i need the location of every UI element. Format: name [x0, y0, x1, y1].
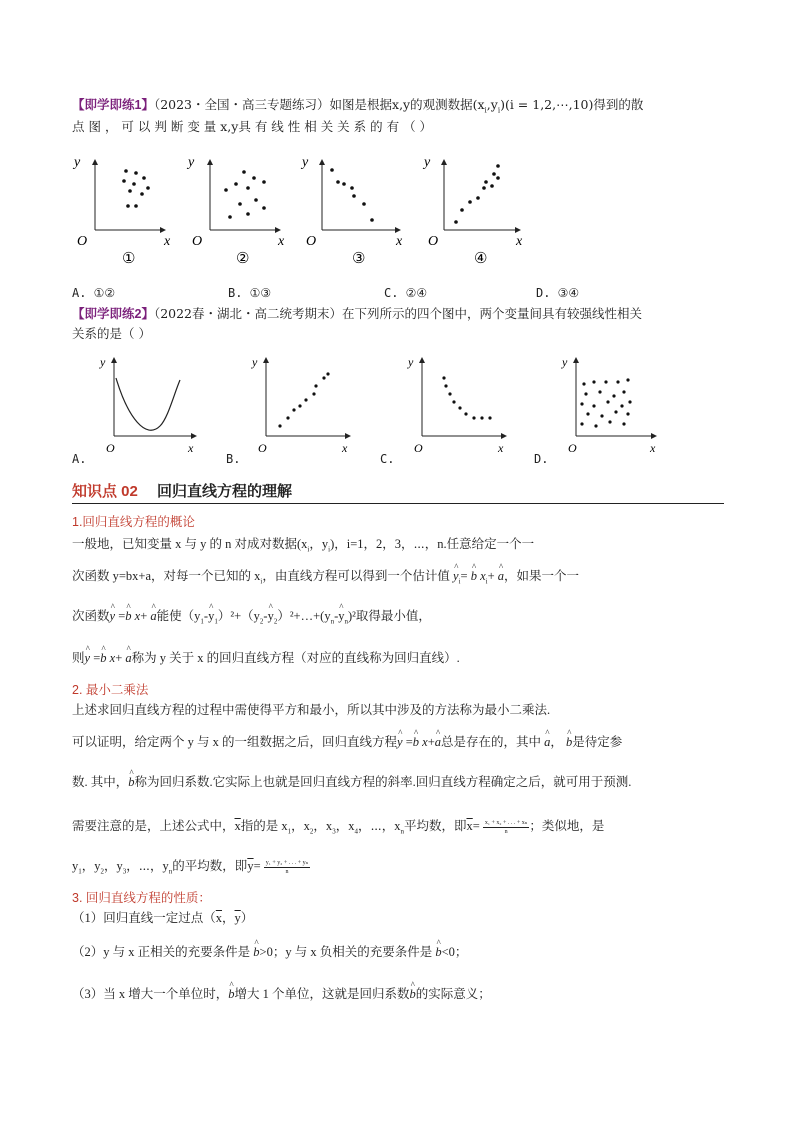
graph-c — [407, 355, 506, 455]
sub-i-1: i — [484, 106, 487, 115]
scatter-plot-4 — [422, 155, 523, 267]
part3-item1: （1）回归直线一定过点（$\overline{x}$，$\overline{y}$） — [72, 911, 254, 925]
part1-p2: 次函数 y=bx+a，对每一个已知的 $x_i$，由直线方程可以得到一个估计值 ^ $y_i=$ ^ b $x_i+$ ^ a，如果一个一 — [72, 568, 579, 590]
sub-i-2: i — [497, 106, 501, 115]
section-title: 回归直线方程的理解 — [156, 483, 292, 500]
scatter-plot-1 — [72, 155, 171, 267]
axis-y-label: y — [302, 155, 309, 170]
axis-x-label: x — [498, 441, 504, 455]
exercise2-option-d[interactable]: D. — [534, 452, 549, 466]
section-heading — [72, 480, 292, 501]
section-divider — [72, 503, 724, 504]
plot-label-4: ④ — [474, 251, 488, 267]
scatter-points-4 — [454, 164, 500, 224]
part2-p3: 数. 其中，^ b称为回归系数.它实际上也就是回归直线方程的斜率.回归直线方程确定之后，就可用于预测. — [72, 774, 631, 790]
exercise1-line1 — [72, 97, 643, 119]
plot-label-1: ① — [122, 251, 136, 267]
origin-label: O — [568, 441, 577, 455]
part3-item3: （3）当 x 增大一个单位时，^ b增大 1 个单位，这就是回归系数^ b的实际意义； — [72, 986, 491, 1002]
axis-x-label: x — [188, 441, 194, 455]
exercise1-scatter-plots — [60, 148, 530, 270]
axis-y-label: y — [562, 355, 568, 369]
axis-x-label: x — [516, 234, 523, 249]
scatter-plot-3 — [300, 155, 403, 267]
plot-label-3: ③ — [352, 251, 366, 267]
exercise2-option-a[interactable]: A. — [72, 452, 87, 466]
scatter-points-d — [580, 378, 631, 427]
origin-label: O — [258, 441, 267, 455]
exercise1-question-a: 如图是根据x,y的观测数据(x — [329, 97, 485, 112]
origin-label: O — [306, 234, 317, 249]
scatter-plot-2 — [186, 155, 285, 267]
exercise1-question-b: ,y — [486, 97, 498, 112]
exercise2-tag: 【即学即练2】 — [72, 307, 154, 321]
exercise1-line2: 点 图 ， 可 以 判 断 变 量 x,y具 有 线 性 相 关 关 系 的 有 （ ） — [72, 119, 433, 134]
part3-heading: 3. 回归直线方程的性质： — [72, 891, 211, 905]
part3-item2: （2）y 与 x 正相关的充要条件是 ^ b>0；y 与 x 负相关的充要条件是 ^ b<0； — [72, 944, 467, 960]
axis-y-label: y — [424, 155, 431, 170]
axis-x-label: x — [278, 234, 285, 249]
scatter-points-3 — [330, 168, 374, 222]
axis-y-label: y — [188, 155, 195, 170]
fraction-ybar: $\frac{\text{y₁ + y₂ + . . . + yₙ}}{n}$ — [265, 859, 309, 875]
part2-p4: 需要注意的是，上述公式中，$\overline{x}$指的是 $x_1$，$x_2$，$x_3$，$x_4$，⋯，$x_n$平均数，即$\overline{x}=$ $\frac{\text{x₁ + x₂ + . . . + xₙ}}{n}$ ；类似地，是 — [72, 819, 605, 836]
part2-p1: 上述求回归直线方程的过程中需使得平方和最小，所以其中涉及的方法称为最小二乘法. — [72, 703, 551, 717]
axis-x-label: x — [650, 441, 656, 455]
part1-p3: 次函数^ y =^ b x+ ^ a能使（$y_1-\^{}$ $y_1)^2+(y_2-\^{}$ $y_2)^2+\dots+(y_n-\^{}$ $y_n)^2$取得最小值， — [72, 608, 431, 630]
part2-p5: $y_1$，$y_2$，$y_3$，⋯，$y_n$的平均数，即$\overline{y}=$ $\frac{\text{y₁ + y₂ + . . . + yₙ}}{n}$ — [72, 859, 309, 876]
origin-label: O — [106, 441, 115, 455]
part1-p4: 则^ y =^ b x+ ^ a称为 y 关于 x 的回归直线方程（对应的直线称为回归直线）. — [72, 650, 460, 666]
exercise2-line1 — [72, 306, 642, 322]
axis-x-label: x — [164, 234, 171, 249]
exercise1-option-c[interactable]: C. ②④ — [384, 286, 428, 300]
part2-p2: 可以证明，给定两个 y 与 x 的一组数据之后，回归直线方程^ y =^ b x+^ a总是存在的，其中 ^ a， ^ b是待定参 — [72, 734, 622, 750]
section-number: 知识点 02 — [72, 483, 138, 500]
axis-y-label: y — [100, 355, 106, 369]
exercise1-option-d[interactable]: D. ③④ — [536, 286, 580, 300]
graph-d — [561, 355, 656, 455]
scatter-points-c — [442, 376, 491, 419]
axis-x-label: x — [396, 234, 403, 249]
exercise2-graphs — [70, 348, 670, 468]
plot-label-2: ② — [236, 251, 250, 267]
scatter-points-2 — [224, 170, 266, 219]
graph-b — [251, 355, 350, 455]
axis-y-label: y — [252, 355, 258, 369]
part1-heading: 1.回归直线方程的概论 — [72, 515, 195, 529]
exercise2-question: （2022春・湖北・高二统考期末）在下列所示的四个图中，两个变量间具有较强线性相关 — [153, 306, 643, 321]
origin-label: O — [414, 441, 423, 455]
parabola-curve — [116, 378, 180, 430]
exercise1-question-c: )(i = 1,2,⋯,10)得到的散 — [500, 97, 644, 112]
part1-p1: 一般地，已知变量 x 与 y 的 n 对成对数据($x_i$，$y_i$)，i=1，2，3，⋯，n.任意给定一个一 — [72, 537, 535, 554]
axis-x-label: x — [342, 441, 348, 455]
exercise1-source: （2023・全国・高三专题练习） — [153, 97, 330, 112]
exercise1-tag: 【即学即练1】 — [72, 98, 154, 112]
exercise1-option-a[interactable]: A. ①② — [72, 286, 116, 300]
origin-label: O — [77, 234, 88, 249]
origin-label: O — [192, 234, 203, 249]
origin-label: O — [428, 234, 439, 249]
axis-y-label: y — [408, 355, 414, 369]
exercise1-option-b[interactable]: B. ①③ — [228, 286, 272, 300]
fraction-xbar: $\frac{\text{x₁ + x₂ + . . . + xₙ}}{n}$ — [484, 819, 528, 835]
scatter-points-b — [278, 372, 329, 427]
exercise2-line2: 关系的是（ ） — [72, 326, 151, 341]
exercise2-option-c[interactable]: C. — [380, 452, 395, 466]
scatter-points-1 — [122, 169, 150, 208]
part2-heading: 2. 最小二乘法 — [72, 683, 149, 697]
axis-y-label: y — [74, 155, 81, 170]
exercise2-option-b[interactable]: B. — [226, 452, 241, 466]
graph-a — [99, 355, 196, 455]
